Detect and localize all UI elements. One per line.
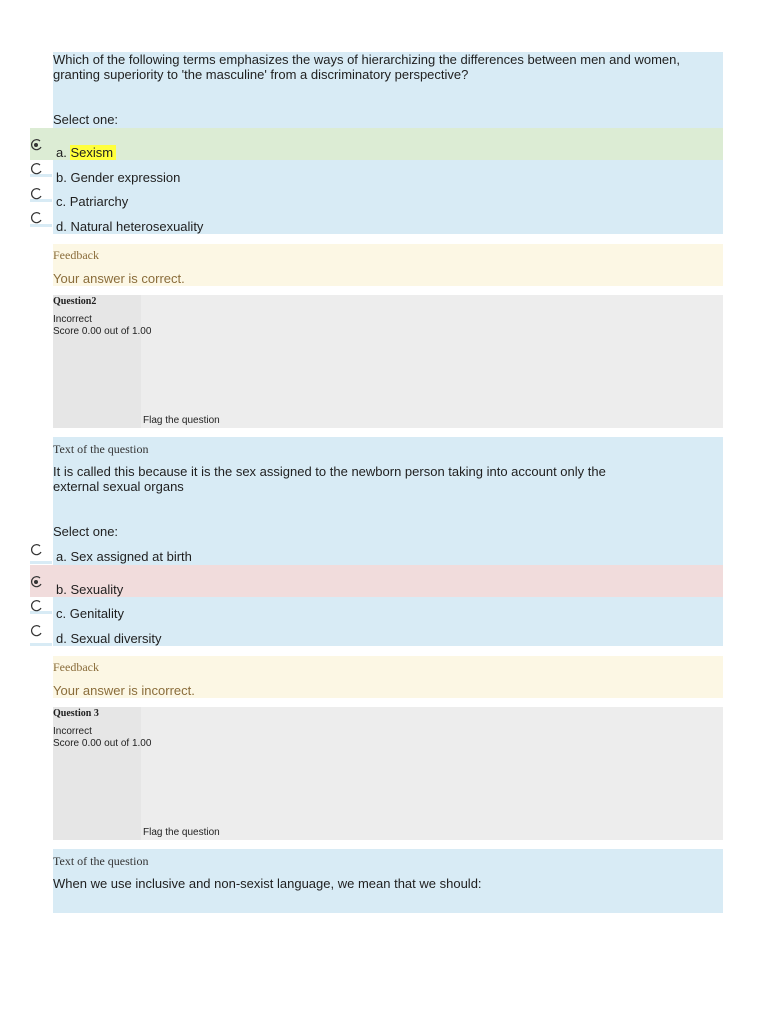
- option-prefix: a.: [56, 549, 67, 564]
- q1-option-d[interactable]: [56, 219, 203, 235]
- q1-option-c-radio[interactable]: [30, 187, 44, 201]
- q3-question-text: When we use inclusive and non-sexist language, we mean that we should:: [53, 876, 482, 891]
- q2-text-label: Text of the question: [53, 442, 149, 456]
- q2-option-b[interactable]: [56, 582, 123, 598]
- option-prefix: a.: [56, 145, 67, 160]
- q2-option-b-row[interactable]: [30, 565, 723, 597]
- option-label: Natural heterosexuality: [70, 219, 204, 234]
- q3-number: Question 3: [53, 708, 99, 719]
- option-label: Sexuality: [70, 582, 124, 597]
- q2-score: Score 0.00 out of 1.00: [53, 326, 152, 337]
- q2-option-a[interactable]: [56, 549, 192, 565]
- q1-option-a-radio[interactable]: [30, 138, 44, 152]
- q3-info-panel: [53, 707, 723, 840]
- option-prefix: b.: [56, 582, 67, 597]
- q1-feedback-label: Feedback: [53, 248, 99, 262]
- q2-option-c-radio[interactable]: [30, 599, 44, 613]
- q2-option-d-radio[interactable]: [30, 624, 44, 638]
- option-label: Genitality: [69, 606, 124, 621]
- q3-text-label: Text of the question: [53, 854, 149, 868]
- q2-option-a-radio[interactable]: [30, 543, 44, 557]
- q2-select-label: Select one:: [53, 524, 119, 539]
- option-label: Sex assigned at birth: [70, 549, 192, 564]
- q1-select-label: Select one:: [53, 112, 119, 127]
- option-prefix: c.: [56, 194, 67, 209]
- option-prefix: d.: [56, 219, 67, 234]
- option-prefix: b.: [56, 170, 67, 185]
- option-label: Patriarchy: [69, 194, 129, 209]
- q1-question-text: Which of the following terms emphasizes the ways of hierarchizing the differences between men and women, granting superiority to 'the masculine' from a discriminatory perspective?: [53, 52, 680, 82]
- q2-status: Incorrect: [53, 314, 92, 325]
- q2-question-panel: [53, 437, 723, 565]
- q2-flag-link[interactable]: Flag the question: [143, 415, 220, 426]
- q3-flag-link[interactable]: Flag the question: [143, 827, 220, 838]
- q1-option-a-row[interactable]: [30, 128, 723, 160]
- option-label: Sexual diversity: [70, 631, 162, 646]
- option-prefix: c.: [56, 606, 67, 621]
- q2-info-panel: [53, 295, 723, 428]
- option-label: Sexism: [70, 145, 116, 160]
- q1-option-c[interactable]: [56, 194, 128, 210]
- radio-tab: [30, 643, 52, 646]
- q2-option-b-radio[interactable]: [30, 575, 44, 589]
- radio-tab: [30, 561, 52, 564]
- q2-option-c[interactable]: [56, 606, 124, 622]
- q2-question-text: It is called this because it is the sex assigned to the newborn person taking into account only the external sexual organs: [53, 464, 606, 494]
- q1-option-b[interactable]: [56, 170, 180, 186]
- q1-feedback-text: Your answer is correct.: [53, 271, 185, 286]
- q2-feedback-text: Your answer is incorrect.: [53, 683, 195, 698]
- q3-score: Score 0.00 out of 1.00: [53, 738, 152, 749]
- q1-option-b-radio[interactable]: [30, 162, 44, 176]
- option-label: Gender expression: [70, 170, 181, 185]
- q2-option-d[interactable]: [56, 631, 162, 647]
- q1-option-d-radio[interactable]: [30, 211, 44, 225]
- q3-status: Incorrect: [53, 726, 92, 737]
- q1-option-a[interactable]: [56, 145, 116, 161]
- option-prefix: d.: [56, 631, 67, 646]
- q2-number: Question2: [53, 296, 97, 307]
- q2-feedback-label: Feedback: [53, 660, 99, 674]
